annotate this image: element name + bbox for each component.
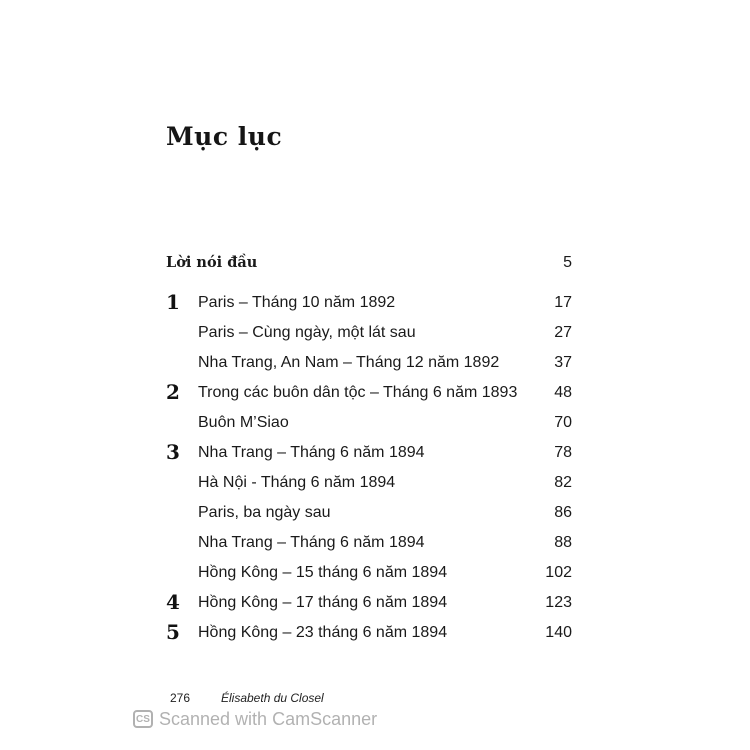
page-title: Mục lục [166,122,283,151]
toc-entry [166,474,572,498]
toc-entry-label: Paris – Cùng ngày, một lát sau [198,324,416,341]
toc-entry-label: Hồng Kông – 23 tháng 6 năm 1894 [198,624,448,641]
toc-entry-page: 48 [554,384,572,401]
toc-entry-label: Paris – Tháng 10 năm 1892 [198,294,396,311]
toc-preface-label: Lời nói đầu [166,254,258,271]
toc-entry-page: 37 [554,354,572,371]
toc-entry-page: 86 [554,504,572,521]
toc-entry [166,324,572,348]
toc-entry [166,380,572,408]
chapter-number: 2 [166,380,180,404]
toc-entry-label: Paris, ba ngày sau [198,504,331,521]
chapter-number: 5 [166,620,180,644]
chapter-number: 4 [166,590,180,614]
toc-entry-label: Nha Trang – Tháng 6 năm 1894 [198,534,425,551]
toc-entry [166,290,572,318]
toc-entry [166,564,572,588]
toc-entry-label: Hà Nội - Tháng 6 năm 1894 [198,474,396,491]
toc-entry [166,354,572,378]
watermark-text: Scanned with CamScanner [159,708,378,729]
footer-page-number: 276 [170,691,191,705]
chapter-number: 1 [166,290,180,314]
toc-entry [166,534,572,558]
toc-entry [166,504,572,528]
toc-entry-page: 17 [554,294,572,311]
camscanner-logo-icon: CS [133,710,153,728]
toc-entry-label: Hồng Kông – 17 tháng 6 năm 1894 [198,594,448,611]
toc-entry-page: 88 [554,534,572,551]
toc-entry-page: 27 [554,324,572,341]
chapter-number: 3 [166,440,180,464]
toc-entry [166,590,572,618]
toc-entry-label: Nha Trang – Tháng 6 năm 1894 [198,444,425,461]
toc-entry-label: Hồng Kông – 15 tháng 6 năm 1894 [198,564,448,581]
footer-author: Élisabeth du Closel [221,691,324,705]
toc-entry [166,620,572,648]
toc-entry-page: 78 [554,444,572,461]
toc-entry-page: 102 [545,564,572,581]
toc-entry-page: 82 [554,474,572,491]
toc-entry-label: Trong các buôn dân tộc – Tháng 6 năm 1893 [198,384,518,401]
camscanner-watermark [133,708,377,730]
toc-entry-page: 140 [545,624,572,641]
toc-entry [166,414,572,438]
toc-entry-label: Buôn M’Siao [198,414,289,431]
toc-entry-page: 123 [545,594,572,611]
toc-preface-page: 5 [563,254,572,271]
toc-entry-label: Nha Trang, An Nam – Tháng 12 năm 1892 [198,354,500,371]
toc-entry [166,440,572,468]
toc-preface-row [166,254,572,278]
toc-entry-page: 70 [554,414,572,431]
